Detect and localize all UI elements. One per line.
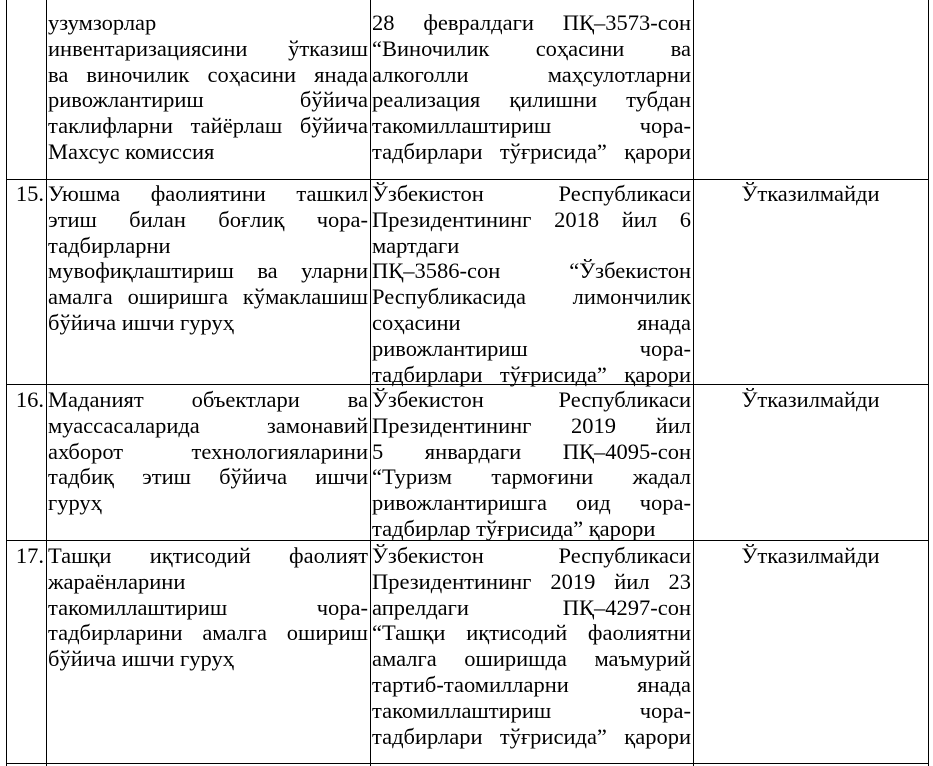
basis-line: Президентининг 2018 йил 6 (372, 206, 691, 232)
basis-line: Ўзбекистон Республикаси (372, 181, 691, 206)
column-divider-name (46, 0, 47, 766)
row-basis-cell (372, 543, 691, 749)
basis-line: амалга оширишда маъмурий (372, 646, 691, 672)
basis-line: Ўзбекистон Республикаси (372, 387, 691, 412)
row-basis-cell (372, 181, 691, 387)
name-line: Маданият объектлари ва (48, 387, 368, 412)
basis-line: соҳасини янада (372, 309, 691, 335)
row-status: Ўтказилмайди (741, 387, 880, 412)
row-name-cell (48, 387, 368, 516)
name-line: Махсус комиссия (48, 138, 215, 164)
name-line: тадбирларини амалга ошириш (48, 620, 368, 646)
name-line: гуруҳ (48, 490, 102, 516)
name-line: этиш билан боғлиқ чора- (48, 206, 368, 232)
name-line: бўйича ишчи гуруҳ (48, 646, 234, 672)
name-line: тадбиқ этиш бўйича ишчи (48, 464, 368, 490)
basis-line: реализация қилишни тубдан (372, 87, 691, 113)
basis-line: тадбирлари тўғрисида” қарори (372, 723, 691, 749)
table-border-left (6, 0, 7, 766)
row-status: Ўтказилмайди (741, 543, 880, 568)
name-line: бўйича ишчи гуруҳ (48, 309, 234, 335)
row-number: 16. (15, 387, 44, 412)
name-line: амалга оширишга кўмаклашиш (48, 284, 368, 310)
name-line: ривожлантириш бўйича (48, 87, 368, 113)
basis-line: апрелдаги ПҚ–4297-сон (372, 594, 691, 620)
basis-line: тартиб-таомилларни янада (372, 671, 691, 697)
basis-line: “Ташқи иқтисодий фаолиятни (372, 620, 691, 646)
column-divider-status (693, 0, 694, 766)
name-line: ахборот технологияларини (48, 438, 368, 464)
basis-line: 28 февралдаги ПҚ–3573-сон (372, 10, 691, 35)
name-line: такомиллаштириш чора- (48, 594, 368, 620)
row-basis-cell (372, 10, 691, 165)
basis-line: Президентининг 2019 йил (372, 412, 691, 438)
name-line: жараёнларини (48, 568, 186, 594)
name-line: ва виночилик соҳасини янада (48, 61, 368, 87)
basis-line: ривожлантиришга оид чора- (372, 490, 691, 516)
name-line: инвентаризациясини ўтказиш (48, 35, 368, 61)
basis-line: Республикасида лимончилик (372, 284, 691, 310)
row-name-cell (48, 181, 368, 336)
name-line: Уюшма фаолиятини ташкил (48, 181, 368, 206)
basis-line: тадбирлари тўғрисида” қарори (372, 361, 691, 387)
row-status: Ўтказилмайди (741, 181, 880, 206)
row-name-cell (48, 543, 368, 672)
basis-line: “Туризм тармоғини жадал (372, 464, 691, 490)
name-line: узумзорлар (48, 10, 157, 35)
name-line: мувофиқлаштириш ва уларни (48, 258, 368, 284)
basis-line: такомиллаштириш чора- (372, 697, 691, 723)
basis-line: такомиллаштириш чора- (372, 113, 691, 139)
row-divider (6, 179, 929, 180)
column-divider-basis (370, 0, 371, 766)
name-line: муассасаларида замонавий (48, 412, 368, 438)
row-number: 15. (15, 181, 44, 206)
name-line: Ташқи иқтисодий фаолият (48, 543, 368, 568)
basis-line: ПҚ–3586-сон “Ўзбекистон (372, 258, 691, 284)
basis-line: “Виночилик соҳасини ва (372, 35, 691, 61)
basis-line: тадбирлар тўғрисида” қарори (372, 515, 656, 541)
row-number: 17. (15, 543, 44, 568)
name-line: тадбирларни (48, 232, 171, 258)
basis-line: мартдаги (372, 232, 460, 258)
basis-line: ривожлантириш чора- (372, 335, 691, 361)
row-name-cell (48, 10, 368, 165)
basis-line: тадбирлари тўғрисида” қарори (372, 138, 691, 164)
basis-line: Президентининг 2019 йил 23 (372, 568, 691, 594)
row-basis-cell (372, 387, 691, 542)
basis-line: 5 январдаги ПҚ–4095-сон (372, 438, 691, 464)
table-border-right (928, 0, 929, 766)
basis-line: алкоголли маҳсулотларни (372, 61, 691, 87)
row-divider (6, 763, 929, 764)
basis-line: Ўзбекистон Республикаси (372, 543, 691, 568)
name-line: таклифларни тайёрлаш бўйича (48, 113, 368, 139)
